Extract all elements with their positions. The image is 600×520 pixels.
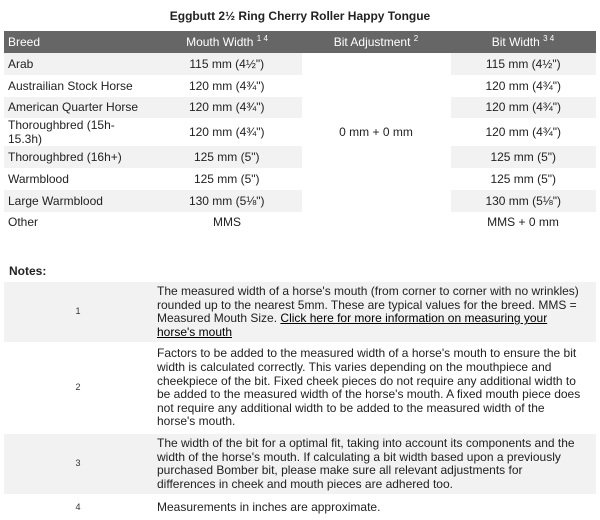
header-mouth-width [152,31,302,53]
header-breed [4,31,152,53]
bit-width-cell: 125 mm (5") [450,146,596,168]
bit-size-table [4,31,596,233]
mouth-width-cell: 120 mm (4¾") [152,97,302,119]
notes-heading: Notes: [9,264,47,278]
notes-table [4,282,596,520]
measuring-guide-link[interactable]: Click here for more information on measuring your horse's mouth [157,311,548,339]
mouth-width-cell: 120 mm (4¾") [188,78,265,93]
mouth-width-cell: 120 mm (4¾") [188,125,265,140]
breed-cell: Arab [4,53,152,75]
header-bit-adjustment [302,31,450,53]
bit-width-cell: MMS + 0 mm [487,215,559,230]
breed-cell: Other [8,215,39,230]
table-row [4,212,596,234]
header-bit-width-footnote: 3 4 [543,34,555,43]
note-number: 2 [75,382,81,393]
note-number: 3 [4,433,152,495]
bit-adjustment-cell: 0 mm + 0 mm [302,53,450,212]
note-number: 1 [4,282,152,343]
note-text [152,282,596,343]
table-header-row [4,31,596,53]
page-title: Eggbutt 2½ Ring Cherry Roller Happy Tongue [169,9,431,23]
table-row [4,146,596,168]
note-number: 4 [75,501,81,512]
mouth-width-cell: 125 mm (5") [152,146,302,168]
bit-width-cell: 130 mm (5⅛") [450,190,596,212]
note-text: The width of the bit for a optimal fit, taking into account its components and the width of the horse's mouth. If calculating a bit width based upon a previously purchased Bomber bit, please make sure all relevant adjustments for differences in cheek and mouth pieces are adhered too. [152,433,596,495]
note-text: Factors to be added to the measured width of a horse's mouth to ensure the bit width is calculated correctly. This varies depending on the mouthpiece and cheekpiece of the bit. Fixed cheek pieces do not require any additional width to be added to the measured width of the horse's mouth. A fixed mouth piece does not require any additional width to be added to the measured width of the horse's mouth. [157,346,581,429]
header-bit-adjustment-footnote: 2 [413,34,419,43]
header-bit-width-label: Bit Width [491,35,540,49]
bit-adjustment-empty-cell [302,212,450,234]
bit-width-cell: 120 mm (4¾") [485,78,562,93]
table-row [4,75,596,97]
note-row [4,343,596,433]
note-text: Measurements in inches are approximate. [157,499,381,514]
breed-cell: American Quarter Horse [4,97,152,119]
note-text-content: The measured width of a horse's mouth (from corner to corner with no wrinkles) rounded up to the nearest 5mm. These are typical values for the breed. MMS = Measured Mouth Size. [157,284,579,326]
bit-width-cell: 120 mm (4¾") [450,97,596,119]
header-bit-adjustment-label: Bit Adjustment [333,35,411,49]
header-mouth-width-label: Mouth Width [186,35,254,49]
header-breed-label: Breed [8,35,41,49]
mouth-width-cell: 130 mm (5⅛") [152,190,302,212]
mouth-width-cell: MMS [213,215,241,230]
breed-cell: Austrailian Stock Horse [8,78,133,93]
table-row [4,190,596,212]
breed-cell: Thoroughbred (16h+) [4,146,152,168]
table-row [4,118,596,146]
table-row [4,53,596,75]
note-row [4,433,596,495]
note-row [4,495,596,519]
table-row [4,168,596,190]
mouth-width-cell: 125 mm (5") [193,171,260,186]
mouth-width-cell: 115 mm (4½") [152,53,302,75]
bit-width-cell: 115 mm (4½") [450,53,596,75]
note-row [4,282,596,343]
table-row [4,97,596,119]
bit-width-cell: 125 mm (5") [490,171,557,186]
header-bit-width [450,31,596,53]
breed-cell: Large Warmblood [4,190,152,212]
breed-cell: Warmblood [8,171,69,186]
header-mouth-width-footnote: 1 4 [256,34,268,43]
bit-width-cell: 120 mm (4¾") [485,125,562,140]
breed-cell: Thoroughbred (15h-15.3h) [8,118,115,147]
